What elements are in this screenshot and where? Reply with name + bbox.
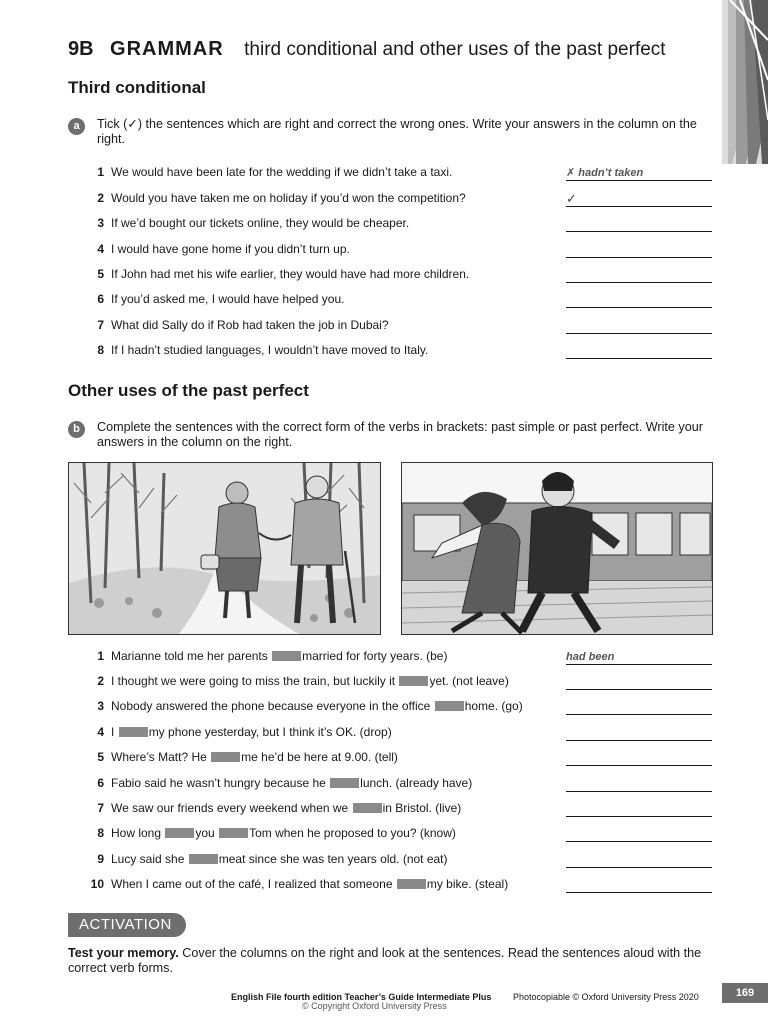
blank-gap	[119, 727, 148, 737]
sentence-part: How long	[111, 826, 162, 840]
item-number: 1	[97, 649, 104, 663]
footer-watermark: © Copyright Oxford University Press	[302, 1001, 447, 1011]
sentence-part: in Bristol. (live)	[382, 801, 462, 815]
answer-line[interactable]: ✗ hadn’t taken	[566, 167, 712, 181]
exercise-b-item	[90, 697, 712, 715]
blank-gap	[399, 676, 428, 686]
section-past-perfect-title: Other uses of the past perfect	[68, 381, 309, 400]
item-number: 4	[97, 725, 104, 739]
corner-decoration	[722, 0, 768, 164]
answer-line[interactable]	[566, 803, 712, 817]
exercise-a-item	[90, 189, 712, 207]
item-number: 2	[97, 191, 104, 205]
blank-gap	[397, 879, 426, 889]
item-sentence	[111, 774, 472, 792]
sentence-part: me he’d be here at 9.00. (tell)	[241, 750, 398, 764]
sentence-part: We saw our friends every weekend when we	[111, 801, 349, 815]
sentence-part: lunch. (already have)	[360, 776, 473, 790]
footer-copyright: Photocopiable © Oxford University Press 2020	[513, 992, 699, 1002]
answer-line[interactable]	[566, 752, 712, 766]
item-sentence: If I hadn’t studied languages, I wouldn’t have moved to Italy.	[111, 343, 429, 357]
blank-gap	[353, 803, 382, 813]
item-sentence	[111, 799, 461, 817]
exercise-b-item	[90, 723, 712, 741]
exercise-a-item	[90, 265, 712, 283]
blank-gap	[435, 701, 464, 711]
item-sentence	[111, 875, 508, 893]
blank-gap	[189, 854, 218, 864]
sentence-part: Nobody answered the phone because everyone in the office	[111, 699, 431, 713]
footer-book-title: English File fourth edition Teacher’s Guide Intermediate Plus	[231, 992, 492, 1002]
answer-line[interactable]	[566, 778, 712, 792]
activation-lead: Test your memory.	[68, 946, 179, 960]
item-sentence: What did Sally do if Rob had taken the job in Dubai?	[111, 318, 389, 332]
blank-gap	[330, 778, 359, 788]
answer-line[interactable]	[566, 701, 712, 715]
unit-category: GRAMMAR	[110, 38, 224, 60]
answer-line[interactable]	[566, 345, 712, 359]
exercise-a-item	[90, 163, 712, 181]
blank-gap	[165, 828, 194, 838]
answer-line[interactable]	[566, 244, 712, 258]
exercise-b-item	[90, 799, 712, 817]
answer-line[interactable]	[566, 828, 712, 842]
illustration-train-couple	[401, 462, 713, 635]
item-number: 9	[97, 852, 104, 866]
item-number: 8	[97, 343, 104, 357]
answer-line[interactable]: ✓	[566, 193, 712, 207]
sentence-part: I thought we were going to miss the train, but luckily it	[111, 674, 396, 688]
exercise-a-item	[90, 290, 712, 308]
unit-subtitle: third conditional and other uses of the past perfect	[244, 39, 666, 60]
page-number: 169	[722, 983, 768, 1003]
item-sentence	[111, 647, 447, 665]
exercise-b-item	[90, 774, 712, 792]
blank-gap	[272, 651, 301, 661]
blank-gap	[211, 752, 240, 762]
item-sentence: If we’d bought our tickets online, they would be cheaper.	[111, 216, 410, 230]
item-number: 7	[97, 318, 104, 332]
item-number: 5	[97, 267, 104, 281]
answer-line[interactable]	[566, 320, 712, 334]
exercise-b-badge: b	[68, 421, 85, 438]
item-number: 4	[97, 242, 104, 256]
item-number: 5	[97, 750, 104, 764]
answer-line[interactable]	[566, 218, 712, 232]
item-number: 6	[97, 292, 104, 306]
item-sentence	[111, 748, 398, 766]
exercise-b-instruction: Complete the sentences with the correct form of the verbs in brackets: past simple or past perfect. Write your answers in the column on the right.	[97, 420, 703, 449]
exercise-a-instruction: Tick (✓) the sentences which are right and correct the wrong ones. Write your answers in the column on the right.	[97, 117, 697, 146]
item-sentence	[111, 850, 448, 868]
sentence-part: home. (go)	[464, 699, 523, 713]
sentence-part: meat since she was ten years old. (not eat)	[218, 852, 448, 866]
item-number: 3	[97, 699, 104, 713]
answer-line[interactable]: had been	[566, 651, 712, 665]
item-number: 7	[97, 801, 104, 815]
unit-code: 9B	[68, 38, 94, 60]
answer-line[interactable]	[566, 676, 712, 690]
exercise-b-item	[90, 824, 712, 842]
item-sentence	[111, 672, 509, 690]
sentence-part: married for forty years. (be)	[302, 649, 448, 663]
item-sentence: Would you have taken me on holiday if you’d won the competition?	[111, 191, 466, 205]
sentence-part: Lucy said she	[111, 852, 185, 866]
exercise-a-item	[90, 240, 712, 258]
sentence-part: Marianne told me her parents	[111, 649, 268, 663]
section-third-conditional-title: Third conditional	[68, 78, 206, 97]
item-sentence	[111, 824, 456, 842]
item-sentence: We would have been late for the wedding if we didn’t take a taxi.	[111, 165, 453, 179]
item-sentence	[111, 697, 523, 715]
item-number: 3	[97, 216, 104, 230]
exercise-b-item	[90, 647, 712, 665]
sentence-part: Where’s Matt? He	[111, 750, 207, 764]
activation-text: Cover the columns on the right and look at the sentences. Read the sentences aloud with the correct verb forms.	[68, 946, 702, 975]
page-header	[68, 38, 666, 61]
item-sentence	[111, 723, 392, 741]
item-number: 2	[97, 674, 104, 688]
activation-instruction	[68, 946, 718, 976]
sentence-part: Tom when he proposed to you? (know)	[249, 826, 456, 840]
exercise-a-item	[90, 316, 712, 334]
sentence-part: my phone yesterday, but I think it’s OK. (drop)	[148, 725, 392, 739]
item-number: 8	[97, 826, 104, 840]
exercise-a-item	[90, 341, 712, 359]
sentence-part: yet. (not leave)	[429, 674, 509, 688]
answer-line[interactable]	[566, 879, 712, 893]
item-number: 6	[97, 776, 104, 790]
item-number: 1	[97, 165, 104, 179]
sentence-part: you	[195, 826, 215, 840]
answer-line[interactable]	[566, 727, 712, 741]
item-sentence: If John had met his wife earlier, they would have had more children.	[111, 267, 470, 281]
answer-line[interactable]	[566, 294, 712, 308]
exercise-a-badge: a	[68, 118, 85, 135]
exercise-b-item	[90, 850, 712, 868]
illustration-elderly-couple	[68, 462, 381, 635]
exercise-b-item	[90, 748, 712, 766]
sentence-part: I	[111, 725, 115, 739]
answer-line[interactable]	[566, 269, 712, 283]
blank-gap	[219, 828, 248, 838]
answer-line[interactable]	[566, 854, 712, 868]
item-sentence: If you’d asked me, I would have helped you.	[111, 292, 345, 306]
item-number: 10	[90, 877, 104, 891]
sentence-part: When I came out of the café, I realized that someone	[111, 877, 393, 891]
activation-banner: ACTIVATION	[68, 913, 186, 937]
exercise-b-item	[90, 875, 712, 893]
sentence-part: Fabio said he wasn’t hungry because he	[111, 776, 326, 790]
sentence-part: my bike. (steal)	[426, 877, 509, 891]
exercise-b-item	[90, 672, 712, 690]
item-sentence: I would have gone home if you didn’t turn up.	[111, 242, 350, 256]
exercise-a-item	[90, 214, 712, 232]
